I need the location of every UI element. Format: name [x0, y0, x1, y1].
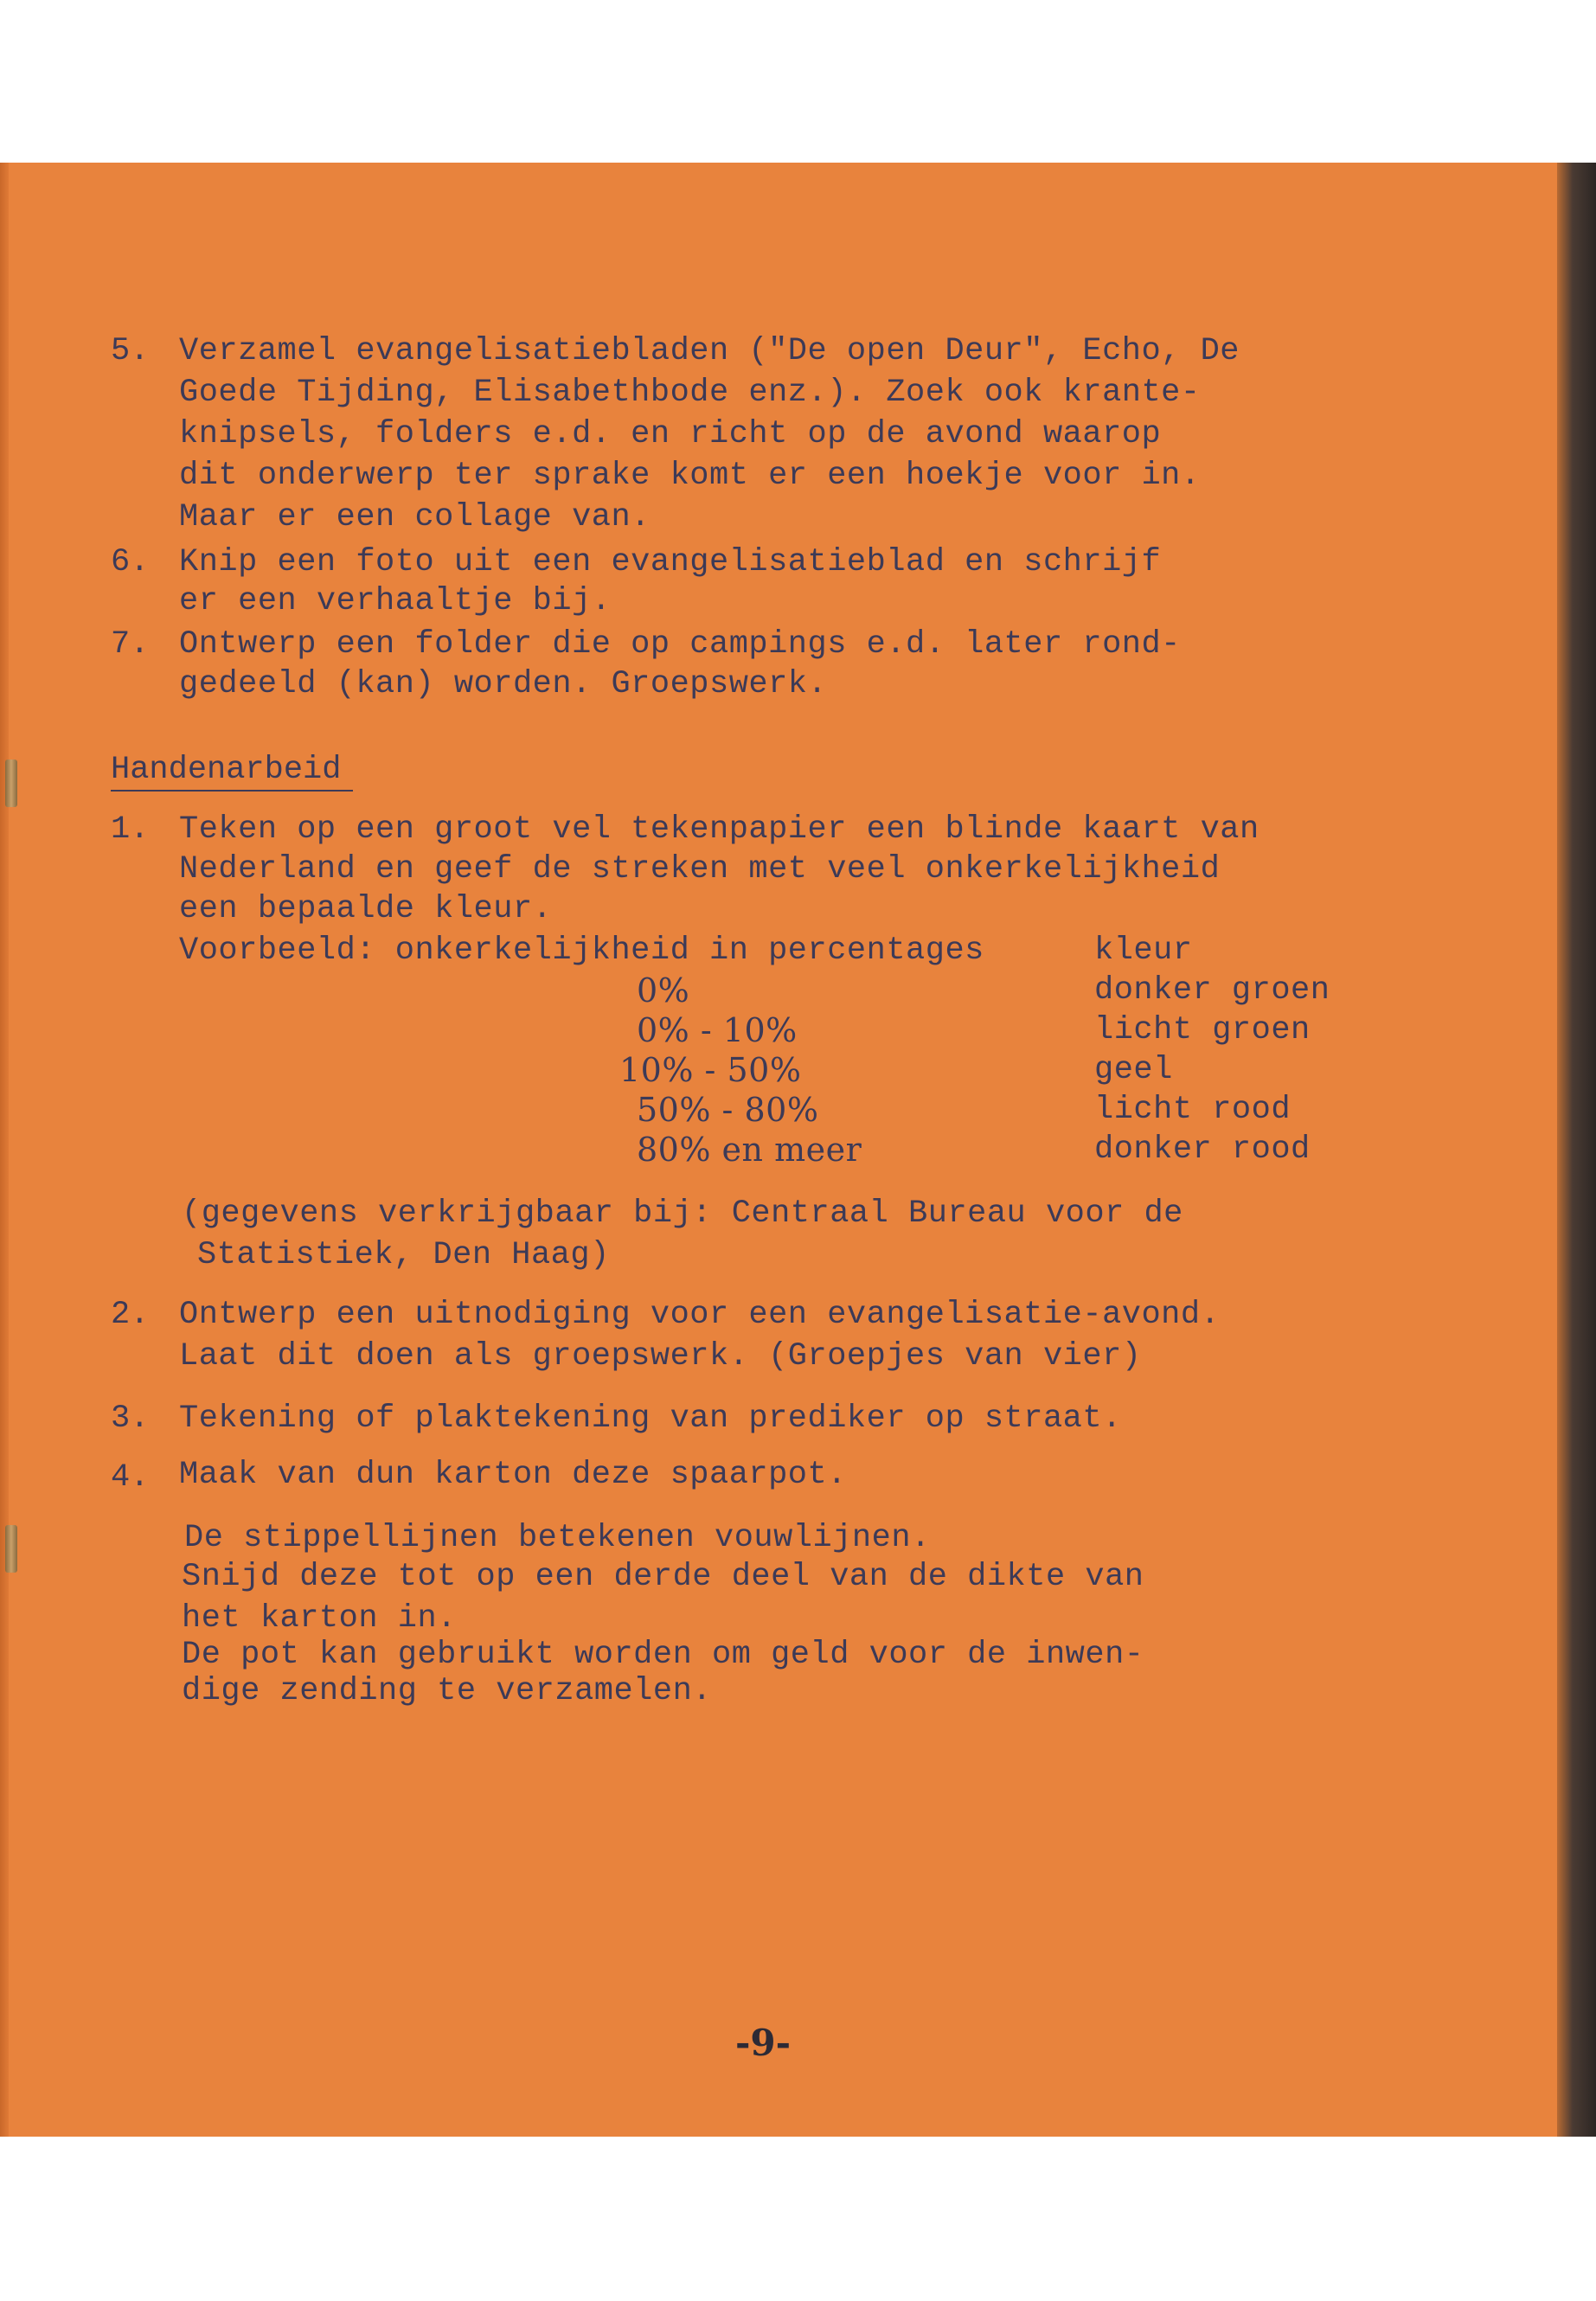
text-line: knipsels, folders e.d. en richt op de avond waarop: [179, 416, 1162, 452]
example-label: Voorbeeld: onkerkelijkheid in percentages: [179, 933, 984, 969]
text-line: Verzamel evangelisatiebladen ("De open Deur", Echo, De: [179, 333, 1240, 369]
text-line: Laat dit doen als groepswerk. (Groepjes van vier): [179, 1338, 1142, 1375]
color-name: geel: [1094, 1052, 1173, 1088]
note-line: Snijd deze tot op een derde deel van de dikte van: [182, 1559, 1144, 1595]
page-number: -9-: [735, 2022, 792, 2064]
text-line: Maak van dun karton deze spaarpot.: [179, 1457, 847, 1493]
color-name: donker rood: [1094, 1131, 1311, 1168]
page-binding-shadow: [1557, 163, 1596, 2137]
note-line: De pot kan gebruikt worden om geld voor de inwen-: [182, 1637, 1144, 1673]
source-note: (gegevens verkrijgbaar bij: Centraal Bureau voor de: [182, 1195, 1183, 1232]
color-column-header: kleur: [1094, 933, 1193, 969]
note-line: het karton in.: [182, 1600, 457, 1637]
source-note: Statistiek, Den Haag): [197, 1237, 610, 1273]
text-line: Teken op een groot vel tekenpapier een blinde kaart van: [179, 811, 1259, 848]
note-line: dige zending te verzamelen.: [182, 1673, 712, 1709]
item-number: 6.: [111, 544, 150, 580]
percentage-range: 80% en meer: [637, 1131, 862, 1169]
percentage-range: 10% - 50%: [619, 1051, 802, 1089]
color-name: licht rood: [1094, 1092, 1292, 1128]
item-number: 1.: [111, 811, 150, 848]
page-left-edge: [0, 163, 9, 2137]
text-line: een bepaalde kleur.: [179, 891, 553, 927]
color-name: licht groen: [1094, 1012, 1311, 1048]
text-line: Tekening of plaktekening van prediker op straat.: [179, 1400, 1122, 1437]
binding-clip: [5, 760, 17, 807]
percentage-range: 0%: [637, 971, 690, 1009]
text-line: er een verhaaltje bij.: [179, 583, 612, 619]
text-line: Ontwerp een folder die op campings e.d. later rond-: [179, 626, 1181, 663]
item-number: 5.: [111, 333, 150, 369]
percentage-range: 50% - 80%: [637, 1091, 819, 1129]
item-number: 7.: [111, 626, 150, 663]
text-line: Ontwerp een uitnodiging voor een evangelisatie-avond.: [179, 1297, 1221, 1333]
item-number: 2.: [111, 1297, 150, 1333]
item-number: 4.: [111, 1459, 150, 1496]
binding-clip: [5, 1525, 17, 1573]
section-heading: Handenarbeid: [111, 750, 353, 792]
text-line: Knip een foto uit een evangelisatieblad en schrijf: [179, 544, 1162, 580]
text-line: Nederland en geef de streken met veel onkerkelijkheid: [179, 851, 1221, 888]
text-line: gedeeld (kan) worden. Groepswerk.: [179, 666, 828, 702]
text-line: Goede Tijding, Elisabethbode enz.). Zoek ook krante-: [179, 375, 1201, 411]
item-number: 3.: [111, 1400, 150, 1437]
color-name: donker groen: [1094, 972, 1330, 1009]
text-line: Maar er een collage van.: [179, 499, 651, 535]
text-line: dit onderwerp ter sprake komt er een hoekje voor in.: [179, 458, 1201, 494]
note-line: De stippellijnen betekenen vouwlijnen.: [184, 1520, 931, 1556]
percentage-range: 0% - 10%: [637, 1011, 798, 1049]
